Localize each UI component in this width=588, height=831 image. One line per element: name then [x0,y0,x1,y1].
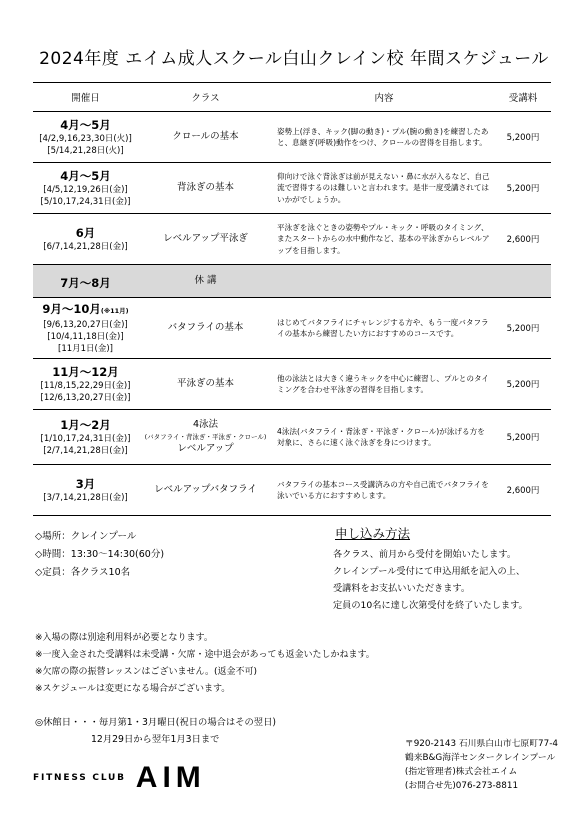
header-date: 開催日 [71,93,100,104]
header-class: クラス [191,93,220,104]
row-class: バタフライの基本 [167,322,244,333]
class-line: (バタフライ・背泳ぎ・平泳ぎ・クロール) [144,433,267,441]
address-line: (指定管理者)株式会社エイム [404,767,518,777]
info-place: ◇場所：クレインプール [35,531,137,542]
row-month: 6月 [75,226,96,240]
schedule-table [33,82,551,516]
apply-title: 申し込み方法 [335,526,411,541]
row-fee: 5,200円 [506,133,540,143]
row-content: バタフライの基本コース受講済みの方や自己流でバタフライを泳いでいる方におすすめします。 [277,479,489,500]
row-month: 4月～5月 [60,118,111,132]
holiday-block [35,714,276,748]
row-dates [33,476,138,504]
fitness-club-aim-logo [33,763,206,793]
header-content: 内容 [374,93,394,104]
table-row [33,112,551,163]
row-class: 平泳ぎの基本 [176,378,234,389]
table-row [33,410,551,465]
note-line: ※一度入金された受講料は未受講・欠席・途中退会があっても返金いたしかねます。 [35,650,375,660]
page-title: 2024年度 エイム成人スクール白山クレイン校 年間スケジュール [39,49,549,69]
logo-small-text: FITNESS CLUB [33,773,126,783]
row-dates [33,301,138,355]
row-dates [33,364,138,404]
row-fee: 5,200円 [506,184,540,194]
row-class: クロールの基本 [172,131,239,142]
row-fee: 5,200円 [506,433,540,443]
date-line: [12/6,13,20,27日(金)] [40,393,131,403]
row-content: 平泳ぎを泳ぐときの姿勢やプル・キック・呼吸のタイミング、またスタートからの水中動作など、基本の平泳ぎからレベルアップを目指します。 [277,222,490,255]
date-line: [2/7,14,21,28日(金)] [43,446,128,456]
address-line: 〒920-2143 石川県白山市七原町77-4 [404,739,558,749]
row-month: 1月～2月 [60,418,111,432]
table-row [33,214,551,265]
info-block [35,528,164,582]
row-class: 背泳ぎの基本 [176,182,234,193]
date-line: [3/7,14,21,28日(金)] [43,493,128,503]
table-row [33,465,551,515]
logo-big-text: AIM [135,761,206,794]
date-line: [10/4,11,18日(金)] [47,332,124,342]
address-block [405,737,558,793]
row-month: 4月～5月 [60,169,111,183]
rest-month [33,272,138,291]
row-fee: 2,600円 [506,486,540,496]
address-line: 鶴来B&G海洋センタークレインプール [404,753,556,763]
row-month: 11月～12月 [52,365,119,379]
date-line: [5/10,17,24,31日(金)] [40,197,131,207]
row-content: 姿勢上(浮き、キック(脚の動き)・プル(腕の動き)を練習したあと、息継ぎ(呼吸)動作をつけ、クロールの習得を目指します。 [277,126,489,147]
note-line: ※スケジュールは変更になる場合がございます。 [35,684,231,694]
info-time: ◇時間：13:30～14:30(60分) [35,549,165,560]
row-month: 3月 [75,477,96,491]
date-line: [11月1日(金)] [58,344,113,354]
date-line: [1/10,17,24,31日(金)] [40,434,131,444]
address-line: (お問合せ先)076-273-8811 [404,781,519,791]
apply-block [333,546,573,614]
row-fee: 5,200円 [506,380,540,390]
date-line: [5/14,21,28日(火)] [47,146,124,156]
note-line: ※入場の際は別途利用料が必要となります。 [35,633,213,643]
rest-row [33,265,551,298]
table-row [33,298,551,359]
row-class: レベルアップバタフライ [154,484,257,495]
info-capacity: ◇定員：各クラス10名 [35,567,131,578]
month-note: (※11月) [100,307,129,315]
notes-block [35,630,375,698]
holiday-line: 12月29日から翌年1月3日まで [91,734,220,745]
row-content: はじめてバタフライにチャレンジする方や、もう一度バタフライの基本から練習したい方におすすめのコースです。 [277,317,489,338]
row-content: 4泳法(バタフライ・背泳ぎ・平泳ぎ・クロール)が泳げる方を対象に、さらに速く泳ぐ泳ぎを身につけます。 [277,426,485,447]
class-line: 4泳法 [192,419,219,430]
header-fee: 受講料 [508,93,538,104]
row-class [138,419,273,455]
month-text: 9月～10月 [42,302,101,316]
date-line: [6/7,14,21,28日(金)] [43,242,128,252]
date-line: [11/8,15,22,29日(金)] [40,381,131,391]
date-line: [4/5,12,19,26日(金)] [43,185,128,195]
row-dates [33,168,138,208]
row-fee: 5,200円 [506,324,540,334]
note-line: ※欠席の際の振替レッスンはございません。(返金不可) [35,667,258,677]
date-line: [4/2,9,16,23,30日(火)] [39,134,132,144]
apply-line: 受講料をお支払いいただきます。 [333,583,471,594]
date-line: [9/6,13,20,27日(金)] [43,320,128,330]
row-dates [33,117,138,157]
class-line: レベルアップ [177,443,234,454]
row-dates [33,417,138,457]
apply-line: 各クラス、前月から受付を開始いたします。 [333,549,517,560]
table-header [33,83,551,112]
row-month [33,301,138,319]
rest-label: 休 講 [194,275,217,286]
table-row [33,359,551,410]
table-row [33,163,551,214]
apply-line: クレインプール受付にて申込用紙を記入の上、 [333,566,526,577]
row-dates [33,225,138,253]
row-class: レベルアップ平泳ぎ [163,233,248,244]
rest-month-text: 7月～8月 [60,275,111,290]
apply-line: 定員の10名に達し次第受付を終了いたします。 [333,600,528,611]
row-content: 仰向けで泳ぐ背泳ぎは前が見えない・鼻に水が入るなど、自己流で習得するのは難しいと言われます。是非一度受講されてはいかがでしょうか。 [277,171,490,204]
row-content: 他の泳法とは大きく違うキックを中心に練習し、プルとのタイミングを合わせ平泳ぎの習得を目指します。 [277,373,490,394]
holiday-line: ◎休館日・・・毎月第1・3月曜日(祝日の場合はその翌日) [35,717,277,728]
row-fee: 2,600円 [506,235,540,245]
